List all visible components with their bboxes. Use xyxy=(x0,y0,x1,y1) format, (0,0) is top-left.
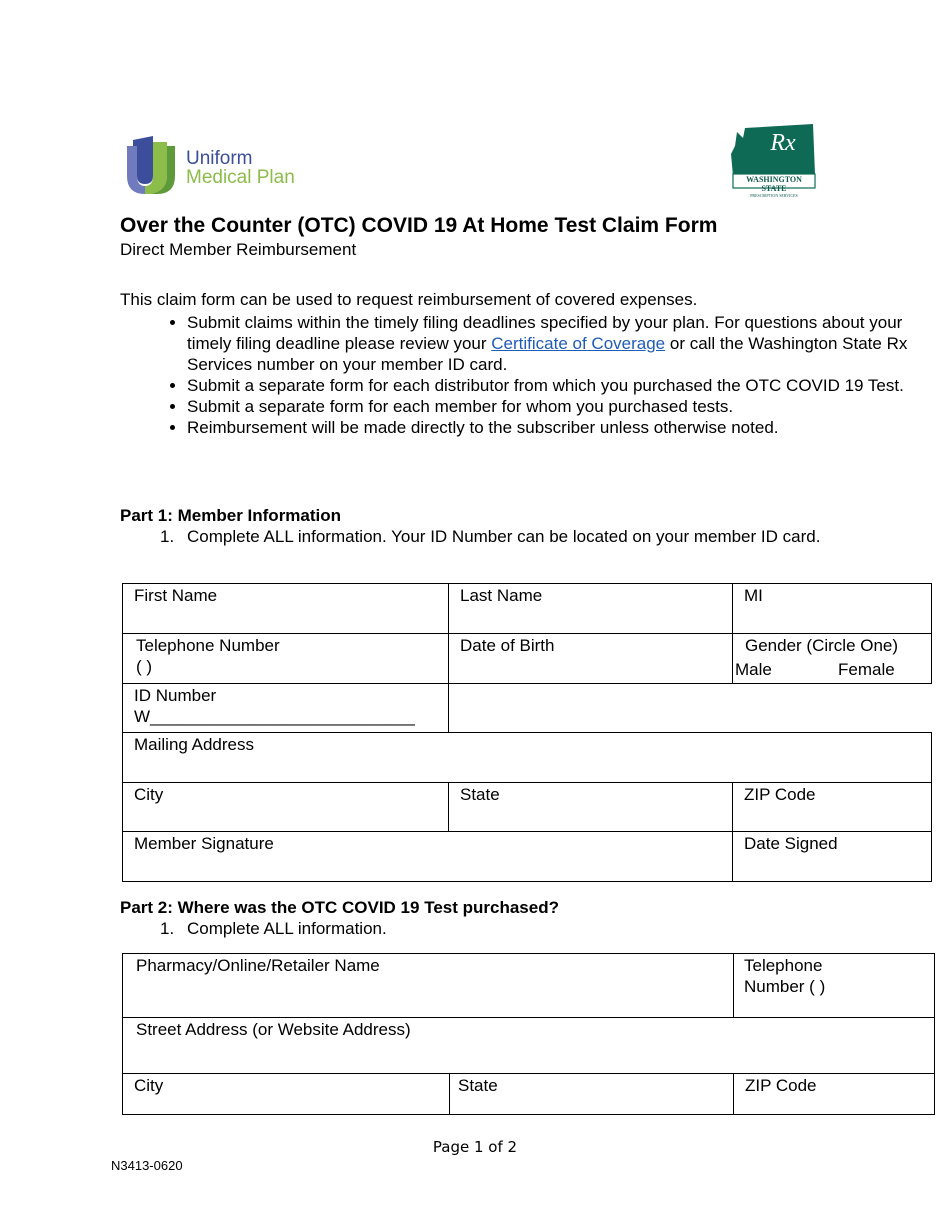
part2-heading: Part 2: Where was the OTC COVID 19 Test purchased? xyxy=(120,898,559,917)
part1-heading: Part 1: Member Information xyxy=(120,506,342,525)
gender-male-option[interactable]: Male xyxy=(735,660,772,679)
member-signature-field[interactable]: Member Signature xyxy=(122,831,733,882)
pharmacy-city-field[interactable]: City xyxy=(122,1073,450,1115)
pharmacy-zip-field[interactable]: ZIP Code xyxy=(733,1073,935,1115)
uniform-medical-plan-logo xyxy=(127,136,302,196)
wa-logo-text: WASHINGTON STATE PRESCRIPTION SERVICES xyxy=(746,175,802,198)
ump-logo-mark-icon xyxy=(127,136,179,194)
form-title: Over the Counter (OTC) COVID 19 At Home Test Claim Form xyxy=(120,214,718,237)
telephone-field[interactable]: Telephone Number ( ) xyxy=(122,633,449,684)
first-name-field[interactable]: First Name xyxy=(122,583,449,634)
mi-field[interactable]: MI xyxy=(732,583,932,634)
ump-logo-text: Uniform Medical Plan xyxy=(186,148,295,188)
pharmacy-telephone-field[interactable]: Telephone Number ( ) xyxy=(733,953,935,1018)
date-signed-field[interactable]: Date Signed xyxy=(732,831,932,882)
id-number-field[interactable]: ID Number W____________________________ xyxy=(122,683,449,733)
city-field[interactable]: City xyxy=(122,782,449,832)
street-address-field[interactable]: Street Address (or Website Address) xyxy=(122,1017,935,1074)
certificate-of-coverage-link[interactable]: Certificate of Coverage xyxy=(491,334,666,353)
gender-field[interactable]: Gender (Circle One) Male Female xyxy=(732,633,932,684)
instructions-list xyxy=(120,312,927,438)
list-item: • Reimbursement will be made directly to the subscriber unless otherwise noted. xyxy=(187,417,927,438)
state-field[interactable]: State xyxy=(448,782,733,832)
date-of-birth-field[interactable]: Date of Birth xyxy=(448,633,733,684)
list-item: • Submit a separate form for each member for whom you purchased tests. xyxy=(187,396,927,417)
pharmacy-state-field[interactable]: State xyxy=(449,1073,734,1115)
page-number: Page 1 of 2 xyxy=(432,1138,518,1156)
form-subtitle: Direct Member Reimbursement xyxy=(120,240,357,259)
rx-symbol: Rx xyxy=(770,130,796,156)
part1-instruction: 1. Complete ALL information. Your ID Number can be located on your member ID card. xyxy=(160,527,821,546)
pharmacy-name-field[interactable]: Pharmacy/Online/Retailer Name xyxy=(122,953,734,1018)
zip-code-field[interactable]: ZIP Code xyxy=(732,782,932,832)
gender-female-option[interactable]: Female xyxy=(838,660,895,679)
last-name-field[interactable]: Last Name xyxy=(448,583,733,634)
mailing-address-field[interactable]: Mailing Address xyxy=(122,732,932,783)
washington-state-rx-logo xyxy=(731,124,817,198)
list-item: • Submit a separate form for each distributor from which you purchased the OTC COVID 19 Test. xyxy=(187,375,927,396)
part2-instruction: 1. Complete ALL information. xyxy=(160,919,387,938)
form-code: N3413-0620 xyxy=(111,1158,183,1173)
list-item: • Submit claims within the timely filing deadlines specified by your plan. For questions about your timely filing deadline please review your Certificate of Coverage or call the Washington State Rx Services number on your member ID card. xyxy=(187,312,927,375)
blank-cell xyxy=(448,683,932,733)
intro-text: This claim form can be used to request reimbursement of covered expenses. xyxy=(120,290,698,309)
